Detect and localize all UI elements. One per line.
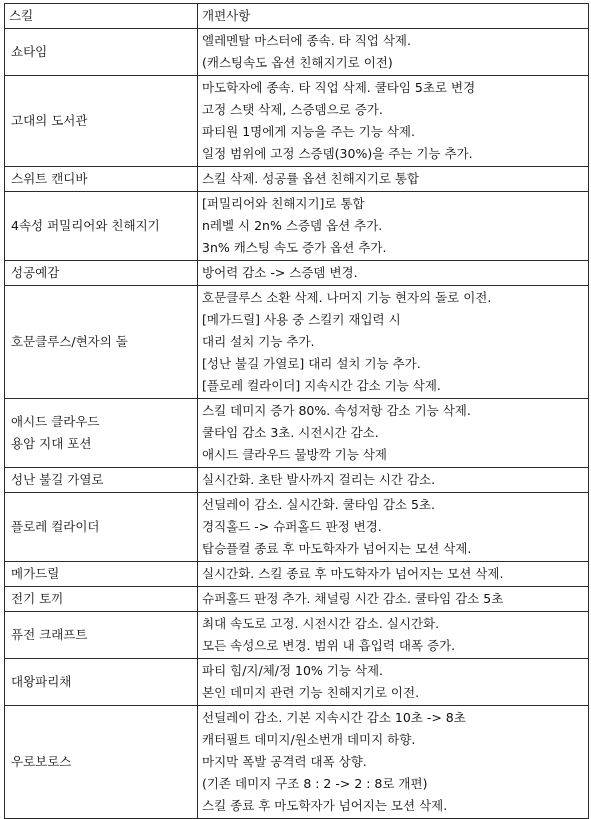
skill-cell [5, 29, 198, 76]
change-line: 본인 데미지 관련 기능 친해지기로 이전. [202, 685, 420, 700]
table-row [5, 76, 589, 167]
skill-name: 우로보로스 [11, 754, 72, 769]
table-row [5, 493, 589, 562]
table-row [5, 612, 589, 659]
skill-name: 성난 불길 가열로 [11, 472, 104, 487]
table-row [5, 167, 589, 192]
skill-cell [5, 192, 198, 261]
change-line: 일정 범위에 고정 스증뎀(30%)을 주는 기능 추가. [202, 146, 473, 161]
table-row [5, 468, 589, 493]
changes-cell [198, 399, 589, 468]
skill-cell [5, 587, 198, 612]
change-line: n레벨 시 2n% 스증뎀 옵션 추가. [202, 218, 383, 233]
skill-name: 고대의 도서관 [11, 113, 88, 128]
skill-cell [5, 612, 198, 659]
patch-notes-table-wrapper [4, 3, 589, 819]
change-line: [메가드릴] 사용 중 스킬키 재입력 시 [202, 312, 401, 327]
change-line: 실시간화. 스킬 종료 후 마도학자가 넘어지는 모션 삭제. [202, 566, 504, 581]
change-line: (기존 데미지 구조 8 : 2 -> 2 : 8로 개편) [202, 776, 428, 791]
change-line: 최대 속도로 고정. 시전시간 감소. 실시간화. [202, 616, 440, 631]
skill-cell [5, 562, 198, 587]
changes-cell [198, 192, 589, 261]
header-skill [5, 4, 198, 29]
skill-name: 스위트 캔디바 [11, 171, 88, 186]
change-line: 쿨타임 감소 3초. 시전시간 감소. [202, 425, 379, 440]
changes-cell [198, 587, 589, 612]
changes-cell [198, 493, 589, 562]
skill-name: 4속성 퍼밀리어와 친해지기 [11, 218, 160, 233]
table-row [5, 562, 589, 587]
change-line: 애시드 클라우드 물방깍 기능 삭제 [202, 447, 387, 462]
skill-name: 전기 토끼 [11, 591, 64, 606]
changes-cell [198, 261, 589, 286]
changes-cell [198, 562, 589, 587]
table-row [5, 192, 589, 261]
skill-name: 대왕파리채 [11, 674, 72, 689]
changes-cell [198, 612, 589, 659]
changes-cell [198, 167, 589, 192]
skill-cell [5, 493, 198, 562]
change-line: 경직홀드 -> 슈퍼홀드 판정 변경. [202, 519, 382, 534]
skill-cell [5, 167, 198, 192]
skill-name: 쇼타임 [11, 44, 48, 59]
change-line: 고정 스탯 삭제, 스증뎀으로 증가. [202, 102, 383, 117]
skill-name: 호문클루스/현자의 돌 [11, 334, 128, 349]
change-line: [플로레 컬라이더] 지속시간 감소 기능 삭제. [202, 378, 441, 393]
change-line: 모든 속성으로 변경. 범위 내 흡입력 대폭 증가. [202, 638, 456, 653]
skill-cell [5, 286, 198, 399]
changes-cell [198, 29, 589, 76]
table-row [5, 706, 589, 819]
change-line: [성난 불길 가열로] 대리 설치 기능 추가. [202, 356, 421, 371]
table-row [5, 261, 589, 286]
change-line: 캐터필트 데미지/원소번개 데미지 하향. [202, 732, 416, 747]
change-line: 선딜레이 감소. 실시간화. 쿨타임 감소 5초. [202, 497, 435, 512]
change-line: 스킬 삭제. 성공률 옵션 친해지기로 통합 [202, 171, 420, 186]
skill-name: 퓨전 크래프트 [11, 627, 88, 642]
change-line: 호문클루스 소환 삭제. 나머지 기능 현자의 돌로 이전. [202, 290, 492, 305]
change-line: 슈퍼홀드 판정 추가. 채널링 시간 감소. 쿨타임 감소 5초 [202, 591, 504, 606]
skill-cell [5, 659, 198, 706]
skill-name-line: 용암 지대 포션 [11, 436, 92, 451]
changes-cell [198, 468, 589, 493]
change-line: 탑승플컬 종료 후 마도학자가 넘어지는 모션 삭제. [202, 541, 472, 556]
skill-cell [5, 261, 198, 286]
change-line: 방어력 감소 -> 스증뎀 변경. [202, 265, 358, 280]
skill-name: 성공예감 [11, 265, 60, 280]
header-changes-label: 개편사항 [202, 8, 251, 23]
change-line: 엘레멘탈 마스터에 종속. 타 직업 삭제. [202, 33, 411, 48]
change-line: 스킬 종료 후 마도학자가 넘어지는 모션 삭제. [202, 798, 448, 813]
change-line: 파티원 1명에게 지능을 주는 기능 삭제. [202, 124, 415, 139]
skill-cell [5, 706, 198, 819]
change-line: 실시간화. 초탄 발사까지 걸리는 시간 감소. [202, 472, 436, 487]
change-line: 마지막 폭발 공격력 대폭 상향. [202, 754, 367, 769]
table-row [5, 659, 589, 706]
change-line: (캐스팅속도 옵션 친해지기로 이전) [202, 55, 393, 70]
skill-name-line: 애시드 클라우드 [11, 414, 100, 429]
changes-cell [198, 659, 589, 706]
skill-name: 메가드릴 [11, 566, 60, 581]
table-row [5, 286, 589, 399]
header-skill-label: 스킬 [9, 8, 34, 23]
table-row [5, 399, 589, 468]
changes-cell [198, 286, 589, 399]
skill-name: 플로레 컬라이더 [11, 519, 100, 534]
change-line: 3n% 캐스팅 속도 증가 옵션 추가. [202, 240, 387, 255]
table-row [5, 29, 589, 76]
skill-cell [5, 468, 198, 493]
change-line: 파티 힘/지/체/정 10% 기능 삭제. [202, 663, 384, 678]
change-line: 마도학자에 종속. 타 직업 삭제. 쿨타임 5초로 변경 [202, 80, 476, 95]
changes-cell [198, 76, 589, 167]
table-row [5, 587, 589, 612]
header-changes [198, 4, 589, 29]
change-line: 대리 설치 기능 추가. [202, 334, 315, 349]
change-line: 스킬 데미지 증가 80%. 속성저항 감소 기능 삭제. [202, 403, 471, 418]
change-line: 선딜레이 감소. 기본 지속시간 감소 10초 -> 8초 [202, 710, 466, 725]
skill-cell [5, 76, 198, 167]
changes-cell [198, 706, 589, 819]
patch-notes-table [4, 3, 589, 819]
skill-cell [5, 399, 198, 468]
table-header-row [5, 4, 589, 29]
change-line: [퍼밀리어와 친해지기]로 통합 [202, 196, 365, 211]
